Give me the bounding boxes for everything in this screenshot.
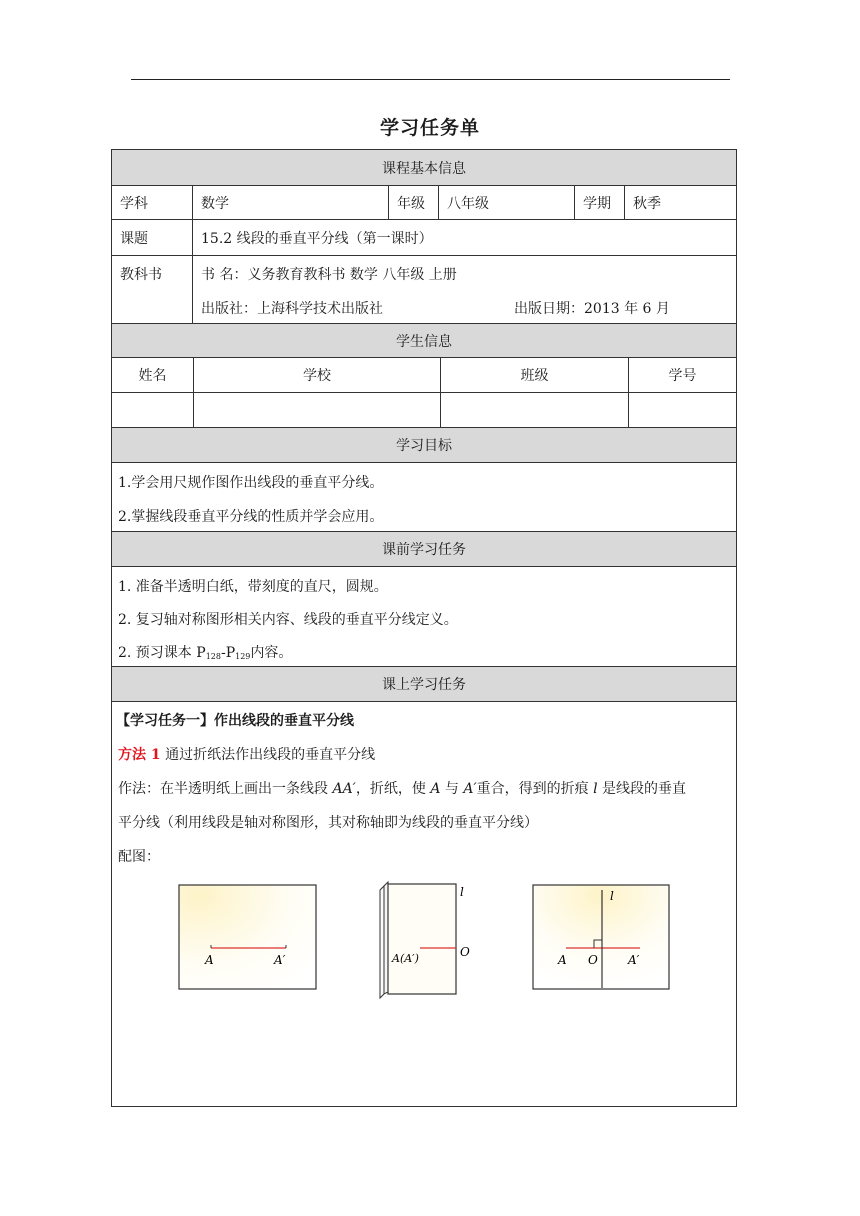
in-class-content bbox=[112, 702, 736, 1106]
section-heading: 课程基本信息 bbox=[382, 160, 466, 177]
section-heading: 课上学习任务 bbox=[382, 677, 466, 693]
term-label: 学期 bbox=[574, 186, 624, 219]
folded-back-edge bbox=[380, 886, 384, 998]
textbook-label: 教科书 bbox=[120, 267, 162, 283]
school-header: 学校 bbox=[193, 358, 440, 392]
header-rule bbox=[131, 79, 730, 80]
class-field[interactable] bbox=[440, 393, 628, 427]
folded-mid-edge bbox=[384, 882, 388, 994]
steps-text: 是线段的垂直 bbox=[597, 781, 687, 797]
label-a-prime: A′ bbox=[628, 953, 640, 967]
method-label: 方法 1 bbox=[118, 747, 161, 763]
class-header: 班级 bbox=[440, 358, 628, 392]
term-value: 秋季 bbox=[624, 186, 736, 219]
figure-label: 配图： bbox=[118, 849, 160, 865]
unfolded-paper bbox=[533, 885, 669, 989]
steps-line-1 bbox=[118, 778, 686, 798]
section-objectives bbox=[112, 428, 736, 463]
topic-value: 15.2 线段的垂直平分线（第一课时） bbox=[192, 220, 736, 255]
textbook-row bbox=[112, 256, 736, 324]
section-heading: 学生信息 bbox=[396, 333, 452, 350]
publisher: 出版社：上海科学技术出版社 bbox=[201, 301, 383, 317]
steps-text: 重合，得到的折痕 bbox=[476, 781, 594, 797]
pre-class-content bbox=[112, 567, 736, 667]
page-number: 128 bbox=[205, 652, 221, 661]
subject-label: 学科 bbox=[120, 195, 148, 212]
student-id-header: 学号 bbox=[628, 358, 736, 392]
label-a: A bbox=[558, 953, 567, 967]
textbook-info bbox=[192, 256, 736, 323]
steps-text: ，折纸，使 bbox=[355, 781, 431, 797]
pre-class-item: 2. 复习轴对称图形相关内容、线段的垂直平分线定义。 bbox=[118, 612, 458, 628]
name-header: 姓名 bbox=[138, 368, 167, 384]
pre-class-item: 1. 准备半透明白纸，带刻度的直尺，圆规。 bbox=[118, 579, 388, 595]
student-header-row bbox=[112, 358, 736, 393]
section-course-info bbox=[112, 150, 736, 186]
section-heading: 课前学习任务 bbox=[382, 542, 466, 558]
student-id-field[interactable] bbox=[628, 393, 736, 427]
figure-fold-paper bbox=[376, 880, 476, 1002]
section-in-class bbox=[112, 667, 736, 702]
subject-value: 数学 bbox=[192, 186, 388, 219]
task-heading: 【学习任务一】作出线段的垂直平分线 bbox=[116, 713, 354, 729]
section-pre-class bbox=[112, 532, 736, 567]
label-o: O bbox=[588, 953, 598, 967]
preview-text: 内容。 bbox=[250, 645, 293, 661]
label-l: l bbox=[460, 885, 464, 899]
objectives-content bbox=[112, 463, 736, 532]
paper-sheet bbox=[179, 885, 316, 989]
label-l: l bbox=[610, 889, 614, 903]
section-heading: 学习目标 bbox=[396, 438, 452, 454]
preview-text: -P bbox=[220, 645, 236, 661]
topic-label: 课题 bbox=[120, 230, 148, 247]
school-field[interactable] bbox=[193, 393, 440, 427]
steps-text: 作法：在半透明纸上画出一条线段 bbox=[118, 781, 333, 797]
figure-draw-segment bbox=[178, 884, 318, 992]
pre-class-item-preview bbox=[118, 642, 292, 662]
section-student-info bbox=[112, 324, 736, 358]
math-var: A′ bbox=[463, 781, 477, 797]
math-var: l bbox=[593, 781, 598, 797]
grade-label: 年级 bbox=[388, 186, 438, 219]
steps-text: 与 bbox=[440, 781, 464, 797]
label-o: O bbox=[460, 945, 470, 959]
math-var: AA′ bbox=[332, 781, 356, 797]
subject-row bbox=[112, 186, 736, 220]
math-var: A bbox=[430, 781, 441, 797]
page-number: 129 bbox=[235, 652, 251, 661]
label-a-prime: A′ bbox=[274, 953, 286, 967]
label-a: A bbox=[205, 953, 214, 967]
name-field[interactable] bbox=[112, 393, 193, 427]
page-title: 学习任务单 bbox=[379, 117, 480, 139]
preview-text: 2. 预习课本 P bbox=[118, 645, 206, 661]
objective-item: 2.掌握线段垂直平分线的性质并学会应用。 bbox=[118, 509, 384, 525]
objective-item: 1.学会用尺规作图作出线段的垂直平分线。 bbox=[118, 475, 384, 491]
student-input-row bbox=[112, 393, 736, 428]
task-sheet-table bbox=[111, 149, 737, 1107]
label-a-a-prime: A(A′) bbox=[392, 952, 419, 965]
figure-perpendicular-bisector bbox=[532, 884, 672, 992]
steps-line-2: 平分线（利用线段是轴对称图形，其对称轴即为线段的垂直平分线） bbox=[118, 815, 538, 831]
method-text: 通过折纸法作出线段的垂直平分线 bbox=[160, 747, 376, 763]
method-line bbox=[118, 744, 375, 764]
grade-value: 八年级 bbox=[438, 186, 574, 219]
publish-date: 出版日期：2013 年 6 月 bbox=[514, 301, 670, 317]
folded-paper bbox=[388, 884, 456, 994]
topic-row bbox=[112, 220, 736, 256]
book-name: 书 名：义务教育教科书 数学 八年级 上册 bbox=[201, 267, 457, 283]
